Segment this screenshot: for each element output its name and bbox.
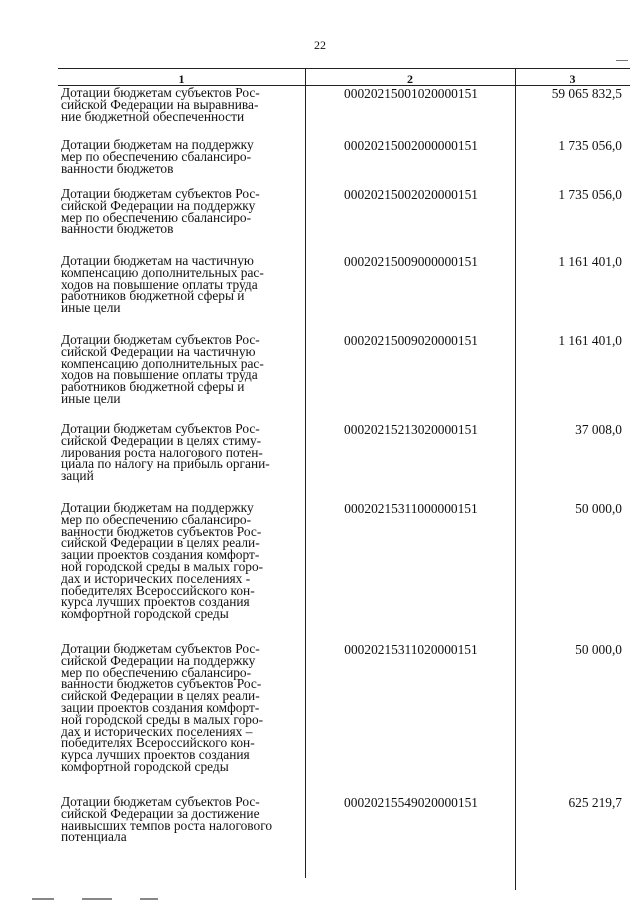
row-name: Дотации бюджетам на частичную компенсацию дополнительных рас- ходов на повышение оплаты труда работников бюджетной сферы и иные цели <box>61 253 264 316</box>
row-name: Дотации бюджетам субъектов Рос- сийской Федерации на частичную компенсацию дополнительных рас- ходов на повышение оплаты труда работников бюджетной сферы и иные цели <box>61 332 264 406</box>
row-code: 00020215549020000151 <box>344 795 478 810</box>
row-name: Дотации бюджетам субъектов Рос- сийской Федерации в целях стиму- лирования роста налогового потен- циала по налогу на прибыль органи- заций <box>61 421 270 484</box>
table-top-border <box>58 68 630 69</box>
row-amount: 1 161 401,0 <box>558 254 622 269</box>
scan-artifact <box>82 898 112 900</box>
scan-artifact <box>32 898 54 900</box>
row-code: 00020215213020000151 <box>344 422 478 437</box>
row-name: Дотации бюджетам на поддержку мер по обеспечению сбалансиро- ванности бюджетов <box>61 137 254 176</box>
row-code: 00020215002000000151 <box>344 138 478 153</box>
row-amount: 1 735 056,0 <box>558 138 622 153</box>
row-name: Дотации бюджетам субъектов Рос- сийской Федерации на поддержку мер по обеспечению сбалансиро- ванности бюджетов <box>61 186 260 237</box>
row-code: 00020215311020000151 <box>344 642 478 657</box>
row-name: Дотации бюджетам субъектов Рос- сийской Федерации на выравнива- ние бюджетной обеспеченности <box>61 85 260 124</box>
row-amount: 50 000,0 <box>575 642 622 657</box>
column-divider-1 <box>305 68 306 878</box>
page-number: 22 <box>314 38 326 52</box>
row-amount: 50 000,0 <box>575 501 622 516</box>
row-code: 00020215001020000151 <box>344 86 478 101</box>
column-header-1: 1 <box>178 72 185 86</box>
scan-artifact <box>140 898 158 900</box>
row-amount: 37 008,0 <box>575 422 622 437</box>
scan-mark <box>616 60 628 65</box>
row-amount: 59 065 832,5 <box>551 86 622 101</box>
row-code: 00020215009020000151 <box>344 333 478 348</box>
column-divider-2 <box>515 68 516 890</box>
row-amount: 625 219,7 <box>568 795 622 810</box>
column-header-2: 2 <box>407 72 413 86</box>
row-code: 00020215311000000151 <box>344 501 478 516</box>
column-header-3: 3 <box>569 72 576 86</box>
budget-table <box>58 68 630 890</box>
row-amount: 1 735 056,0 <box>558 187 622 202</box>
row-code: 00020215009000000151 <box>344 254 478 269</box>
row-name: Дотации бюджетам субъектов Рос- сийской Федерации на поддержку мер по обеспечению сбалансиро- ванности бюджетов субъектов Рос- сийской Федерации в целях реали- зации проектов создания комфорт- ной городской среды в малых горо- дах и исторических поселениях – победителях Всероссийского кон- курса лучших проектов создания комфортной городской среды <box>61 641 264 774</box>
row-name: Дотации бюджетам на поддержку мер по обеспечению сбалансиро- ванности бюджетов субъектов Рос- сийской Федерации в целях реали- зации проектов создания комфорт- ной городской среды в малых горо- дах и исторических поселениях - победителях Всероссийского кон- курса лучших проектов создания комфортной городской среды <box>61 500 264 622</box>
row-name: Дотации бюджетам субъектов Рос- сийской Федерации за достижение наивысших темпов роста налогового потенциала <box>61 794 273 845</box>
row-amount: 1 161 401,0 <box>558 333 622 348</box>
row-code: 00020215002020000151 <box>344 187 478 202</box>
